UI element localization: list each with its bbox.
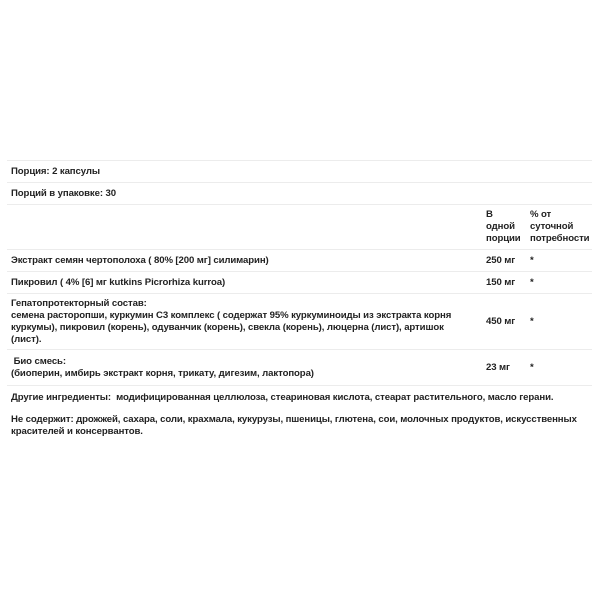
ingredient-name [7,294,482,350]
table-row [7,250,592,272]
serving-size: Порция: 2 капсулы [7,161,592,183]
ingredient-name: Пикровил ( 4% [6] мг kutkins Picrorhiza kurroa) [7,272,482,294]
servings-per-container: Порций в упаковке: 30 [7,183,592,205]
ingredient-title: Био смесь: [11,355,66,367]
supplement-facts [7,160,592,386]
table-row [7,272,592,294]
ingredient-detail: (биоперин, имбирь экстракт корня, трикату, дигезим, лактопора) [11,367,314,379]
header-daily-value: % от суточной потребности [528,205,592,250]
ingredient-name [7,350,482,386]
ingredient-daily-value: * [528,272,592,294]
serving-size-row [7,161,592,183]
ingredient-amount: 250 мг [482,250,528,272]
servings-per-container-row [7,183,592,205]
ingredient-amount: 450 мг [482,294,528,350]
supplement-facts-table [7,160,592,386]
header-amount: В одной порции [482,205,528,250]
ingredient-daily-value: * [528,350,592,386]
free-from: Не содержит: дрожжей, сахара, соли, крахмала, кукурузы, пшеницы, глютена, сои, молочных продуктов, искусственных красителей и консервантов. [11,414,577,437]
ingredient-amount: 150 мг [482,272,528,294]
header-name-empty [7,205,482,250]
table-header-row [7,205,592,250]
notes [11,392,591,448]
ingredient-detail: семена расторопши, куркумин C3 комплекс ( содержат 95% куркуминоиды из экстракта корня куркумы), пикровил (корень), одуванчик (корень), свекла (корень), люцерна (лист), артишок (лист). [11,309,452,345]
ingredient-amount: 23 мг [482,350,528,386]
ingredient-daily-value: * [528,294,592,350]
table-row [7,294,592,350]
table-row [7,350,592,386]
ingredient-title: Гепатопротекторный состав: [11,297,147,309]
ingredient-name: Экстракт семян чертополоха ( 80% [200 мг] силимарин) [7,250,482,272]
other-ingredients: Другие ингредиенты: модифицированная целлюлоза, стеариновая кислота, стеарат растительного, масло герани. [11,392,554,403]
ingredient-daily-value: * [528,250,592,272]
